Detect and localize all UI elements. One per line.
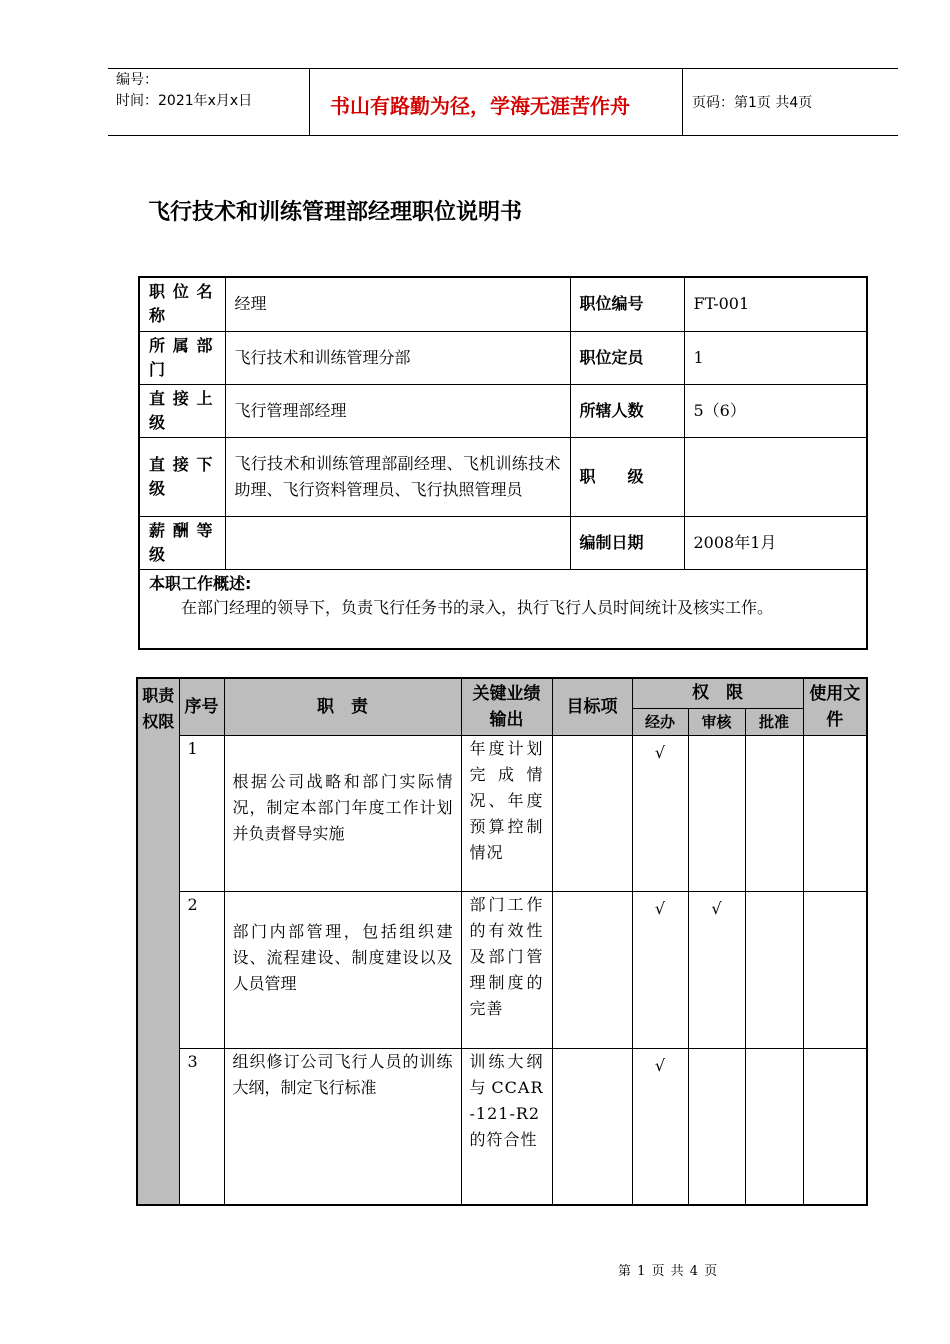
label-headcount: 职位定员 xyxy=(570,331,684,384)
header-authority: 权 限 xyxy=(632,678,803,708)
value-date: 2008年1月 xyxy=(684,516,867,569)
value-grade xyxy=(684,437,867,516)
duty-target xyxy=(552,735,632,891)
duty-text: 部门内部管理，包括组织建设、流程建设、制度建设以及人员管理 xyxy=(224,891,461,1048)
duty-approve-check xyxy=(745,735,803,891)
header-top-rule xyxy=(108,68,898,69)
duty-review-check xyxy=(688,735,745,891)
label-salary: 薪酬等级 xyxy=(139,516,225,569)
header-code: 编号： xyxy=(116,72,158,88)
value-salary xyxy=(225,516,570,569)
summary-label: 本职工作概述: xyxy=(149,573,252,593)
duty-docs xyxy=(803,891,867,1048)
label-position-name: 职位名称 xyxy=(139,277,225,331)
header-bottom-rule xyxy=(108,135,898,136)
duty-row xyxy=(137,735,867,891)
label-grade: 职 级 xyxy=(570,437,684,516)
value-subordinates: 飞行技术和训练管理部副经理、飞机训练技术助理、飞行资料管理员、飞行执照管理员 xyxy=(225,437,570,516)
value-subordinates-count: 5（6） xyxy=(684,384,867,437)
duty-docs xyxy=(803,1048,867,1205)
label-position-code: 职位编号 xyxy=(570,277,684,331)
info-row-subordinates xyxy=(139,437,867,516)
side-label-duties-authority: 职责权限 xyxy=(137,678,179,1205)
document-title: 飞行技术和训练管理部经理职位说明书 xyxy=(148,200,523,225)
duty-kpi: 训练大纲与CCAR-121-R2的符合性 xyxy=(461,1048,552,1205)
header-page-info: 页码：第1页 共4页 xyxy=(692,95,813,111)
label-subordinates-count: 所辖人数 xyxy=(570,384,684,437)
page-footer: 第 1 页 共 4 页 xyxy=(618,1264,719,1279)
header-duty: 职 责 xyxy=(224,678,461,735)
header-target: 目标项 xyxy=(552,678,632,735)
label-date: 编制日期 xyxy=(570,516,684,569)
summary-text: 在部门经理的领导下，负责飞行任务书的录入，执行飞行人员时间统计及核实工作。 xyxy=(181,597,774,617)
label-subordinates: 直接下级 xyxy=(139,437,225,516)
info-row-superior xyxy=(139,384,867,437)
info-row-summary xyxy=(139,569,867,649)
info-row-salary xyxy=(139,516,867,569)
header-motto: 书山有路勤为径，学海无涯苦作舟 xyxy=(330,94,630,118)
duty-approve-check xyxy=(745,891,803,1048)
label-superior: 直接上级 xyxy=(139,384,225,437)
duties-table xyxy=(136,677,868,1206)
value-headcount: 1 xyxy=(684,331,867,384)
duty-review-check xyxy=(688,1048,745,1205)
duty-kpi: 年度计划完成情况、年度预算控制情况 xyxy=(461,735,552,891)
info-row-department xyxy=(139,331,867,384)
duty-row xyxy=(137,1048,867,1205)
header-divider-right xyxy=(682,68,683,136)
value-position-name: 经理 xyxy=(225,277,570,331)
header-meta xyxy=(116,70,252,112)
header-review: 审核 xyxy=(688,708,745,735)
summary-cell xyxy=(139,569,867,649)
value-department: 飞行技术和训练管理分部 xyxy=(225,331,570,384)
value-position-code: FT-001 xyxy=(684,277,867,331)
header-divider-left xyxy=(309,68,310,136)
header-time: 时间：2021年x月x日 xyxy=(116,93,253,109)
duty-handle-check: √ xyxy=(632,891,688,1048)
duty-text: 根据公司战略和部门实际情况，制定本部门年度工作计划并负责督导实施 xyxy=(224,735,461,891)
header-approve: 批准 xyxy=(745,708,803,735)
header-kpi: 关键业绩输出 xyxy=(461,678,552,735)
value-superior: 飞行管理部经理 xyxy=(225,384,570,437)
header-docs: 使用文件 xyxy=(803,678,867,735)
duties-header-row-1 xyxy=(137,678,867,708)
duty-seq: 3 xyxy=(179,1048,224,1205)
duty-handle-check: √ xyxy=(632,1048,688,1205)
duty-seq: 2 xyxy=(179,891,224,1048)
duty-seq: 1 xyxy=(179,735,224,891)
header-handle: 经办 xyxy=(632,708,688,735)
header-seq: 序号 xyxy=(179,678,224,735)
info-row-name xyxy=(139,277,867,331)
duty-target xyxy=(552,891,632,1048)
position-info-table xyxy=(138,276,868,650)
duty-kpi: 部门工作的有效性及部门管理制度的完善 xyxy=(461,891,552,1048)
duty-review-check: √ xyxy=(688,891,745,1048)
label-department: 所属部门 xyxy=(139,331,225,384)
duty-target xyxy=(552,1048,632,1205)
duty-row xyxy=(137,891,867,1048)
duty-docs xyxy=(803,735,867,891)
duty-approve-check xyxy=(745,1048,803,1205)
duty-text: 组织修订公司飞行人员的训练大纲，制定飞行标准 xyxy=(224,1048,461,1205)
duty-handle-check: √ xyxy=(632,735,688,891)
